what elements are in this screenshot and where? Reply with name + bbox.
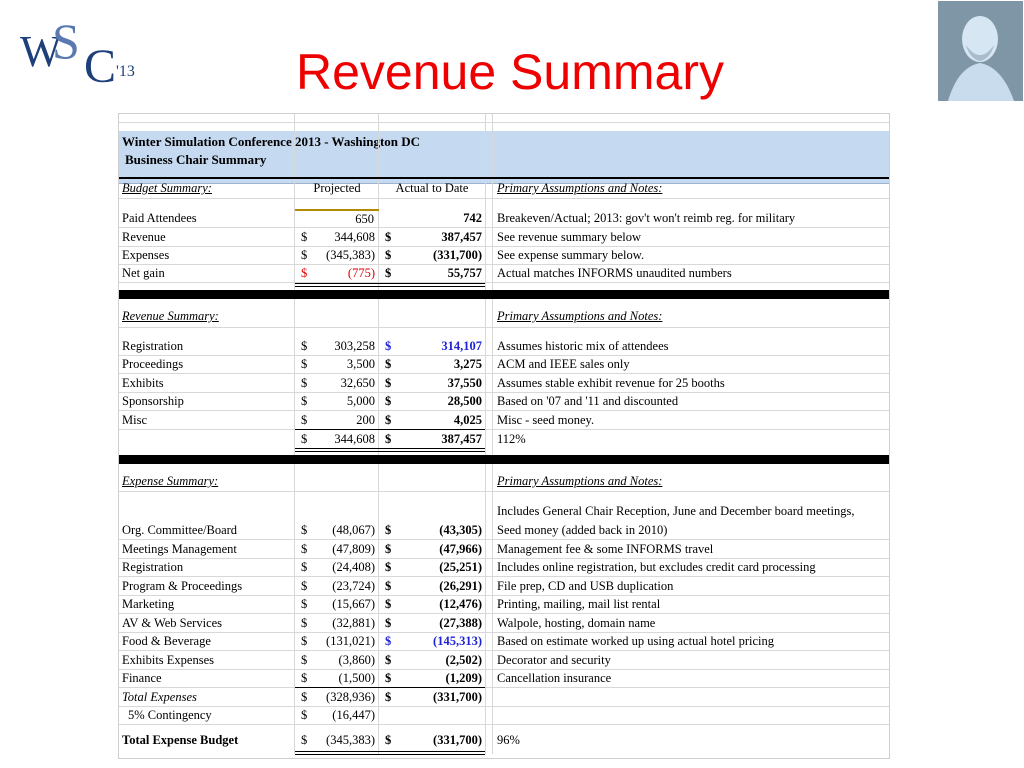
projected-cell xyxy=(295,209,379,226)
actual-currency: $ xyxy=(385,376,392,390)
actual-value: 387,457 xyxy=(441,432,482,446)
actual-value: (331,700) xyxy=(433,248,482,262)
table-row xyxy=(119,577,889,595)
projected-value: 200 xyxy=(356,413,375,427)
row-label: Total Expenses xyxy=(122,690,197,704)
row-note: Includes online registration, but excludes credit card processing xyxy=(497,560,816,574)
row-note: Printing, mailing, mail list rental xyxy=(497,597,661,611)
actual-value: (26,291) xyxy=(439,579,482,593)
projected-currency: $ xyxy=(301,542,308,556)
table-row xyxy=(119,540,889,558)
projected-value: 32,650 xyxy=(340,376,375,390)
projected-currency: $ xyxy=(301,248,308,262)
logo-s: S xyxy=(52,14,80,69)
actual-value: (2,502) xyxy=(445,653,482,667)
row-label: Exhibits Expenses xyxy=(122,653,215,667)
projected-value: 344,608 xyxy=(334,230,375,244)
projected-value: (1,500) xyxy=(338,671,375,685)
projected-currency: $ xyxy=(301,708,308,722)
table-row xyxy=(119,337,889,355)
row-note: Based on estimate worked up using actual hotel pricing xyxy=(497,634,775,648)
table-row xyxy=(119,374,889,392)
table-row xyxy=(119,209,889,227)
row-label: Expenses xyxy=(122,248,170,262)
revenue-header-row xyxy=(119,307,889,325)
expense-pre-note-row xyxy=(119,502,889,520)
row-note: See revenue summary below xyxy=(497,230,642,244)
projected-value: (328,936) xyxy=(326,690,375,704)
projected-currency: $ xyxy=(301,634,308,648)
row-label: Sponsorship xyxy=(122,394,184,408)
actual-value: (25,251) xyxy=(439,560,482,574)
row-label: Net gain xyxy=(122,266,165,280)
table-row xyxy=(119,264,889,282)
actual-currency: $ xyxy=(385,671,392,685)
actual-value: (331,700) xyxy=(433,733,482,747)
table-row xyxy=(119,632,889,650)
table-row xyxy=(119,688,889,706)
row-label: 5% Contingency xyxy=(128,708,212,722)
table-row xyxy=(119,392,889,410)
row-label: Paid Attendees xyxy=(122,211,197,225)
actual-currency: $ xyxy=(385,339,392,353)
projected-value: 5,000 xyxy=(346,394,375,408)
projected-value: 650 xyxy=(355,212,374,226)
row-note: Management fee & some INFORMS travel xyxy=(497,542,714,556)
projected-currency: $ xyxy=(301,616,308,630)
table-row xyxy=(119,521,889,539)
actual-value: 3,275 xyxy=(453,357,482,371)
table-row xyxy=(119,228,889,246)
revenue-notes-header: Primary Assumptions and Notes: xyxy=(497,309,663,323)
actual-currency: $ xyxy=(385,394,392,408)
actual-value: (12,476) xyxy=(439,597,482,611)
actual-currency: $ xyxy=(385,230,392,244)
projected-value: 303,258 xyxy=(334,339,375,353)
row-label: Registration xyxy=(122,560,184,574)
projected-value: (15,667) xyxy=(332,597,375,611)
projected-currency: $ xyxy=(301,432,308,446)
projected-value: (16,447) xyxy=(332,708,375,722)
actual-currency: $ xyxy=(385,523,392,537)
actual-currency: $ xyxy=(385,690,392,704)
actual-currency: $ xyxy=(385,413,392,427)
projected-currency: $ xyxy=(301,376,308,390)
expense-header-row xyxy=(119,472,889,490)
table-row xyxy=(119,614,889,632)
table-row xyxy=(119,246,889,264)
actual-value: (27,388) xyxy=(439,616,482,630)
actual-currency: $ xyxy=(385,597,392,611)
projected-value: (32,881) xyxy=(332,616,375,630)
projected-currency: $ xyxy=(301,230,308,244)
budget-header-row xyxy=(119,179,889,197)
row-note: Seed money (added back in 2010) xyxy=(497,523,668,537)
table-row xyxy=(119,651,889,669)
projected-currency: $ xyxy=(301,339,308,353)
actual-value: 37,550 xyxy=(447,376,482,390)
actual-currency: $ xyxy=(385,357,392,371)
slide-title: Revenue Summary xyxy=(296,44,724,100)
projected-value: 344,608 xyxy=(334,432,375,446)
row-label: Registration xyxy=(122,339,184,353)
projected-value: (3,860) xyxy=(338,653,375,667)
lincoln-portrait-image xyxy=(938,1,1023,101)
projected-currency: $ xyxy=(301,413,308,427)
table-row xyxy=(119,411,889,429)
row-note: Walpole, hosting, domain name xyxy=(497,616,656,630)
actual-currency: $ xyxy=(385,733,392,747)
projected-value: (23,724) xyxy=(332,579,375,593)
actual-value: 28,500 xyxy=(447,394,482,408)
row-note: ACM and IEEE sales only xyxy=(497,357,630,371)
table-row xyxy=(119,595,889,613)
budget-summary-label: Budget Summary: xyxy=(122,181,212,195)
table-row xyxy=(119,355,889,373)
actual-currency: $ xyxy=(385,616,392,630)
projected-value: (345,383) xyxy=(326,733,375,747)
projected-value: (24,408) xyxy=(332,560,375,574)
actual-value: (1,209) xyxy=(445,671,482,685)
projected-value: (48,067) xyxy=(332,523,375,537)
actual-currency: $ xyxy=(385,266,392,280)
projected-currency: $ xyxy=(301,690,308,704)
row-note: Based on '07 and '11 and discounted xyxy=(497,394,679,408)
row-note: Cancellation insurance xyxy=(497,671,612,685)
row-note: Assumes stable exhibit revenue for 25 booths xyxy=(497,376,725,390)
row-note: File prep, CD and USB duplication xyxy=(497,579,674,593)
row-label: AV & Web Services xyxy=(122,616,223,630)
row-label: Org. Committee/Board xyxy=(122,523,238,537)
notes-header: Primary Assumptions and Notes: xyxy=(497,181,663,195)
row-note: See expense summary below. xyxy=(497,248,645,262)
actual-value: (47,966) xyxy=(439,542,482,556)
projected-value: (131,021) xyxy=(326,634,375,648)
projected-currency: $ xyxy=(301,357,308,371)
projected-currency: $ xyxy=(301,671,308,685)
expense-pre-note: Includes General Chair Reception, June and December board meetings, xyxy=(497,504,855,518)
logo-year: '13 xyxy=(116,63,135,80)
row-label: Program & Proceedings xyxy=(122,579,243,593)
revenue-summary-label: Revenue Summary: xyxy=(122,309,219,323)
projected-currency: $ xyxy=(301,266,308,280)
actual-value: (331,700) xyxy=(433,690,482,704)
table-row xyxy=(119,669,889,687)
total-expense-budget-row xyxy=(119,731,889,749)
expense-notes-header: Primary Assumptions and Notes: xyxy=(497,474,663,488)
projected-value: (345,383) xyxy=(326,248,375,262)
sheet-subtitle: Business Chair Summary xyxy=(125,152,267,167)
expense-summary-label: Expense Summary: xyxy=(122,474,219,488)
logo-w: W xyxy=(20,27,62,76)
actual-value: 55,757 xyxy=(447,266,482,280)
actual-value: 314,107 xyxy=(441,339,482,353)
actual-to-date-header: Actual to Date xyxy=(395,181,469,195)
business-chair-summary-sheet xyxy=(118,113,890,759)
projected-currency: $ xyxy=(301,597,308,611)
row-note: 112% xyxy=(497,432,526,446)
row-label: Finance xyxy=(122,671,162,685)
projected-currency: $ xyxy=(301,523,308,537)
actual-currency: $ xyxy=(385,560,392,574)
row-label: Food & Beverage xyxy=(122,634,211,648)
row-note: Decorator and security xyxy=(497,653,611,667)
row-label: Proceedings xyxy=(122,357,184,371)
projected-header: Projected xyxy=(313,181,361,195)
logo-c: C xyxy=(84,40,117,93)
actual-value: 742 xyxy=(463,211,482,225)
row-label: Total Expense Budget xyxy=(122,733,239,747)
row-note: Actual matches INFORMS unaudited numbers xyxy=(497,266,732,280)
actual-currency: $ xyxy=(385,634,392,648)
row-note: Assumes historic mix of attendees xyxy=(497,339,669,353)
actual-currency: $ xyxy=(385,432,392,446)
row-label: Marketing xyxy=(122,597,175,611)
row-label: Exhibits xyxy=(122,376,164,390)
projected-currency: $ xyxy=(301,733,308,747)
projected-value: 3,500 xyxy=(346,357,375,371)
projected-value: (47,809) xyxy=(332,542,375,556)
row-note: 96% xyxy=(497,733,520,747)
row-label: Meetings Management xyxy=(122,542,237,556)
row-note: Misc - seed money. xyxy=(497,413,595,427)
projected-currency: $ xyxy=(301,653,308,667)
projected-currency: $ xyxy=(301,579,308,593)
table-row xyxy=(119,706,889,724)
actual-value: (145,313) xyxy=(433,634,482,648)
actual-value: 387,457 xyxy=(441,230,482,244)
row-label: Misc xyxy=(122,413,147,427)
wsc13-logo xyxy=(18,14,142,94)
projected-value: (775) xyxy=(347,266,375,280)
projected-currency: $ xyxy=(301,560,308,574)
projected-currency: $ xyxy=(301,394,308,408)
table-row xyxy=(119,558,889,576)
row-label: Revenue xyxy=(122,230,166,244)
conference-title: Winter Simulation Conference 2013 - Washington DC xyxy=(122,134,421,149)
actual-value: 4,025 xyxy=(453,413,482,427)
revenue-total-row xyxy=(119,430,889,448)
actual-currency: $ xyxy=(385,542,392,556)
actual-currency: $ xyxy=(385,653,392,667)
row-note: Breakeven/Actual; 2013: gov't won't reimb reg. for military xyxy=(497,211,796,225)
actual-value: (43,305) xyxy=(439,523,482,537)
actual-currency: $ xyxy=(385,248,392,262)
actual-currency: $ xyxy=(385,579,392,593)
